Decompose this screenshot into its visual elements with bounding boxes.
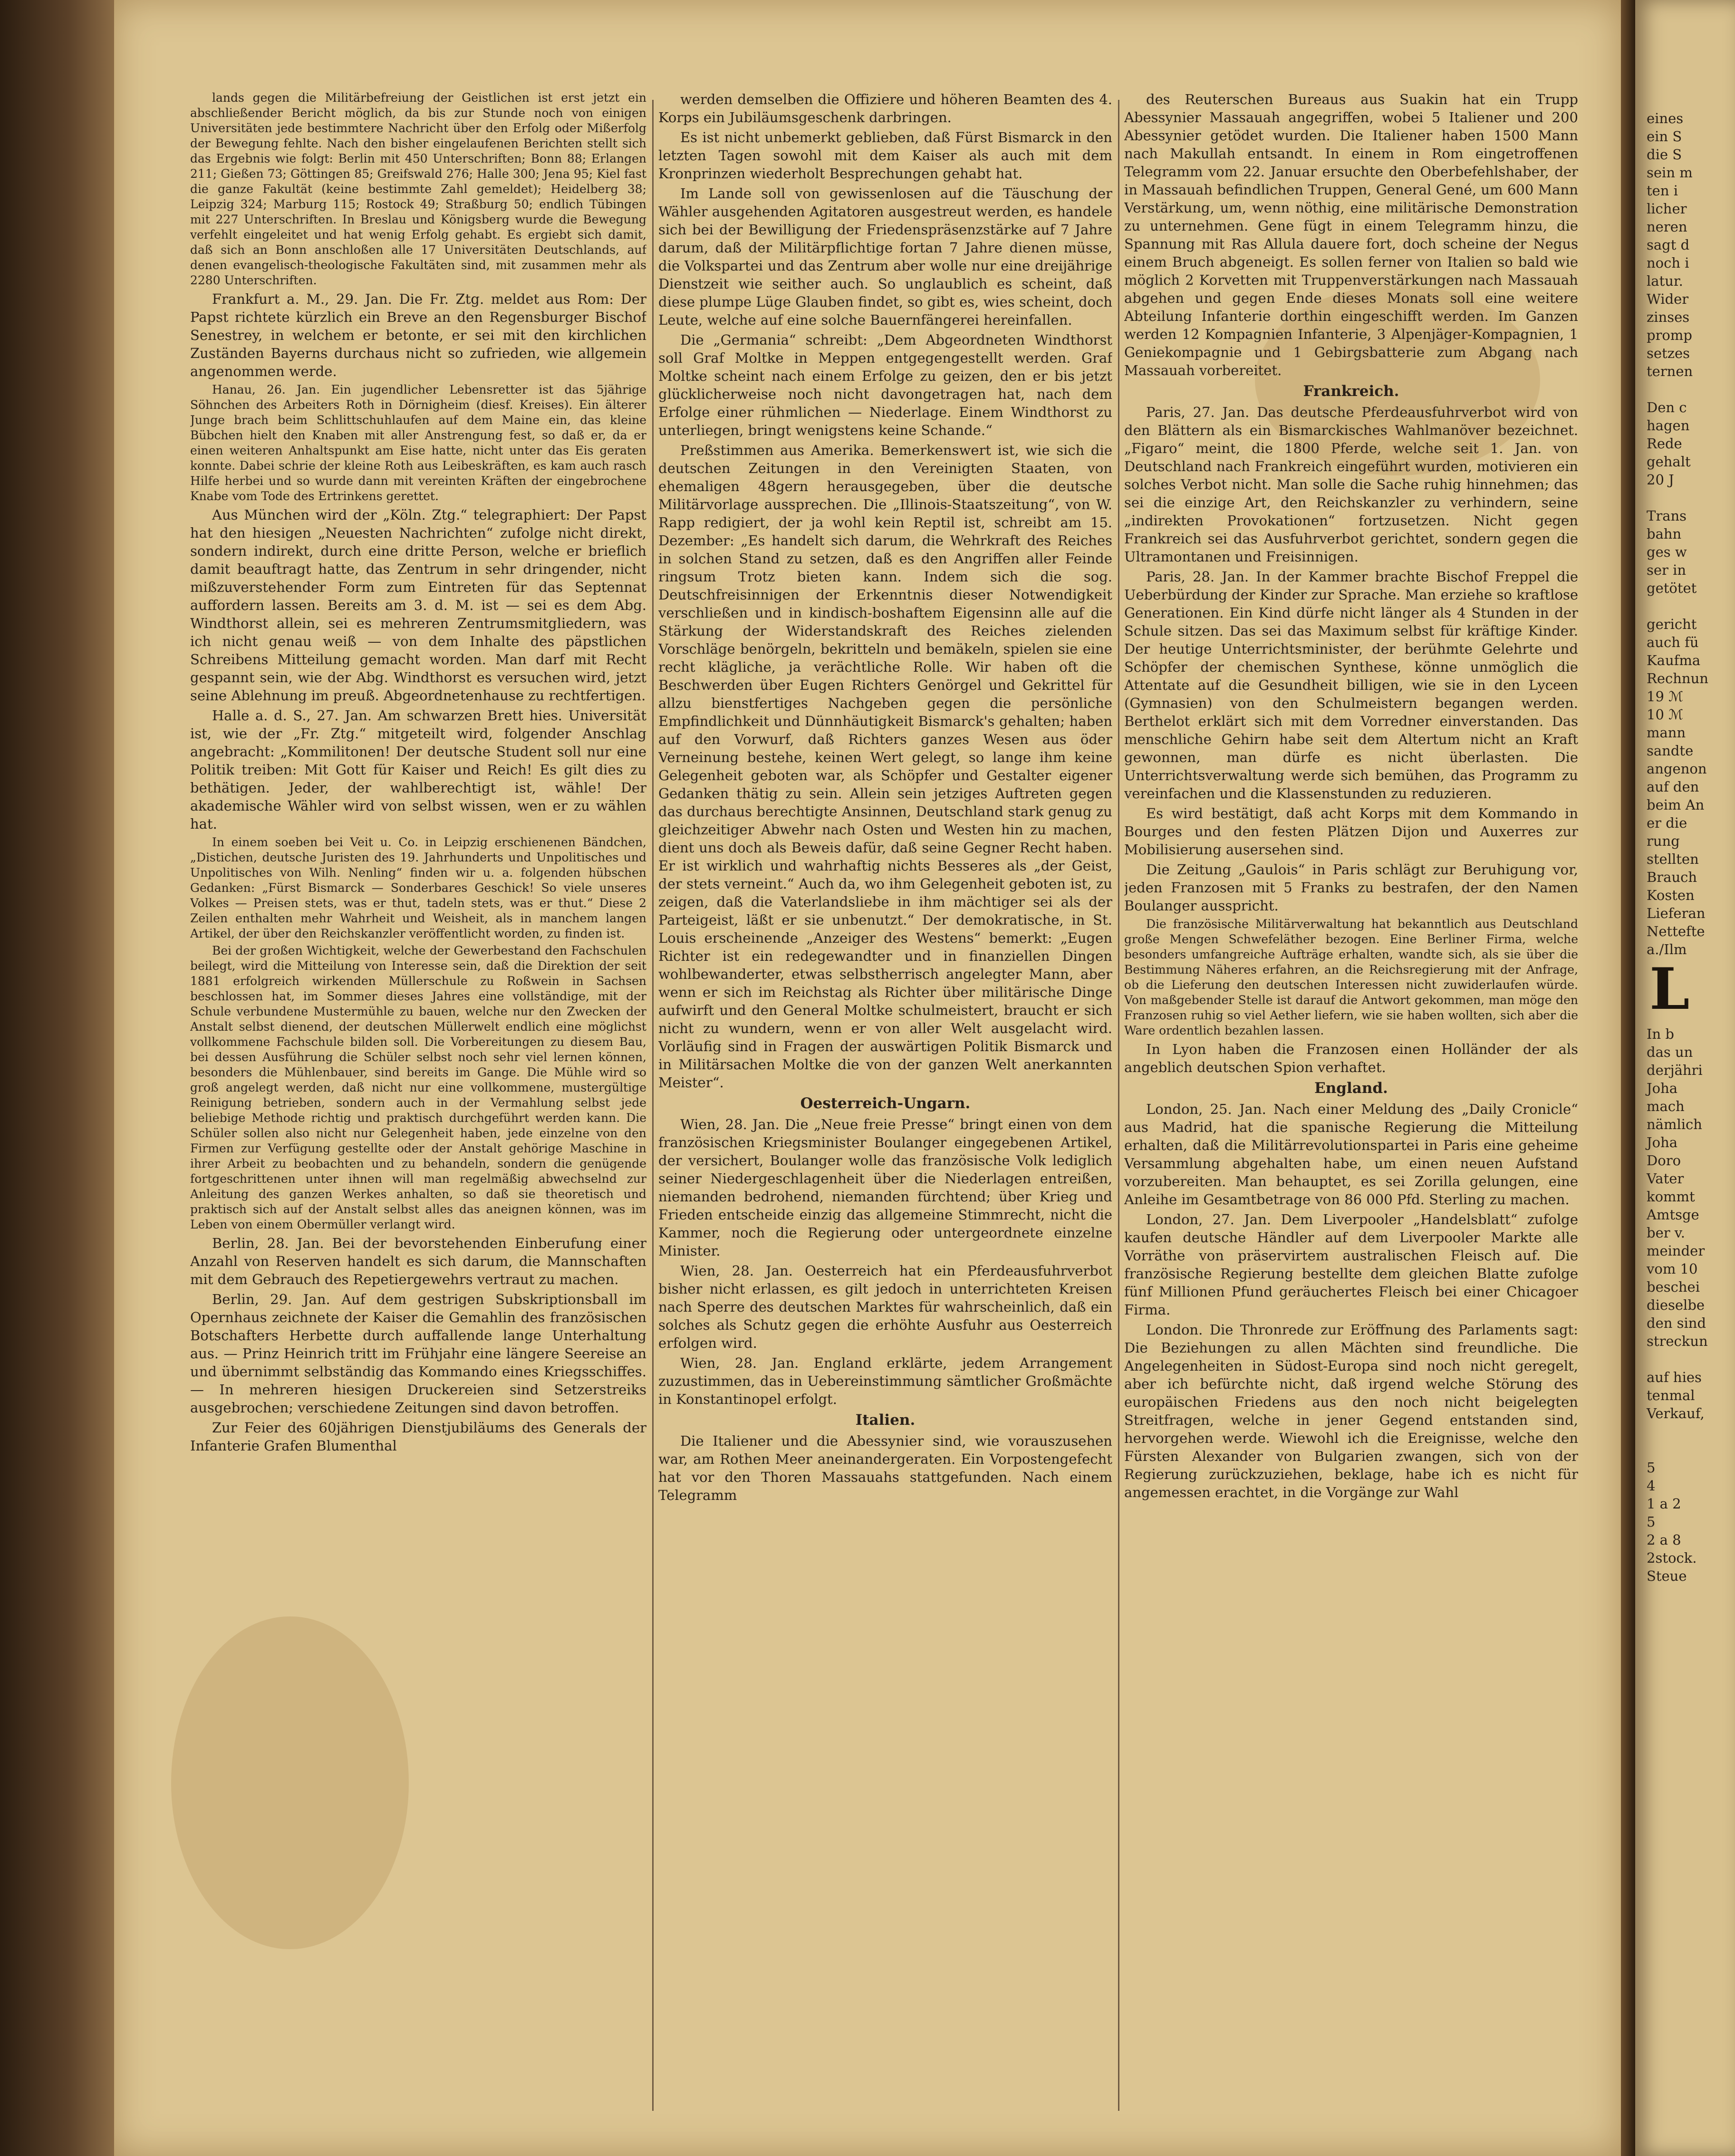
- fragment-line: auf hies: [1647, 1369, 1702, 1385]
- fragment-line: angenon: [1647, 761, 1707, 777]
- article-paragraph: Halle a. d. S., 27. Jan. Am schwarzen Brett hies. Universität ist, wie der „Fr. Ztg.“ mitgeteilt wird, folgender Anschlag angebracht: „Kommilitonen! Der deutsche Student soll nur eine Politik treiben: Mit Gott für Kaiser und Reich! Es gilt dies zu bethätigen. Jeder, der wahlberechtigt ist, wähle! Der akademische Wähler wird von selbst wissen, wen er zu wählen hat.: [190, 707, 646, 832]
- adjacent-page: [1635, 0, 1735, 2156]
- page-gutter: [1621, 0, 1635, 2156]
- fragment-line: streckun: [1647, 1333, 1708, 1349]
- article-paragraph: Zur Feier des 60jährigen Dienstjubiläums des Generals der Infanterie Grafen Blumenthal: [190, 1420, 646, 1454]
- fragment-line: meinder: [1647, 1243, 1705, 1259]
- article-paragraph: Berlin, 28. Jan. Bei der bevorstehenden Einberufung einer Anzahl von Reserven handelt es sich darum, die Mannschaften mit dem Gebrauch des Repetiergewehrs vertraut zu machen.: [190, 1235, 646, 1287]
- section-heading: England.: [1314, 1080, 1388, 1097]
- article-paragraph: Wien, 28. Jan. England erklärte, jedem Arrangement zuzustimmen, das in Uebereinstimmung sämtlicher Großmächte in Konstantinopel erfolgt.: [658, 1355, 1112, 1407]
- fragment-line: a./Ilm: [1647, 941, 1687, 957]
- fragment-line: Rechnun: [1647, 670, 1708, 686]
- section-heading: Italien.: [855, 1412, 916, 1429]
- fragment-line: Nettefte: [1647, 923, 1705, 939]
- fragment-line: 1 a 2: [1647, 1496, 1681, 1512]
- fragment-line: [1647, 489, 1735, 507]
- article-paragraph: London. Die Thronrede zur Eröffnung des Parlaments sagt: Die Beziehungen zu allen Mächten sind freundliche. Die Angelegenheiten in Südost-Europa sind noch nicht geregelt, aber ich befürchte nicht, daß irgend welche Störung des europäischen Friedens aus den noch nicht beigelegten Streitfragen, welche in jener Gegend entstanden sind, hervorgehen werde. Wiewohl ich die Ereignisse, welche den Fürsten Alexander von Bulgarien zwangen, sich von der Regierung zurückzuziehen, beklage, habe ich es nicht für angemessen erachtet, in die Vorgänge zur Wahl: [1124, 1322, 1578, 1500]
- fragment-line: hagen: [1647, 417, 1690, 434]
- fragment-line: bahn: [1647, 526, 1682, 542]
- section-heading: Oesterreich-Ungarn.: [800, 1095, 971, 1112]
- fragment-line: er die: [1647, 815, 1687, 831]
- fragment-line: mach: [1647, 1098, 1685, 1114]
- fragment-line: getötet: [1647, 580, 1697, 596]
- fragment-line: ternen: [1647, 363, 1693, 379]
- fragment-line: Steue: [1647, 1568, 1687, 1584]
- article-paragraph: lands gegen die Militärbefreiung der Geistlichen ist erst jetzt ein abschließender Bericht möglich, da bis zur Stunde noch von einigen Universitäten jede bestimmtere Nachricht über den Erfolg oder Mißerfolg der Bewegung fehlte. Nach den bisher eingelaufenen Berichten stellt sich das Ergebnis wie folgt: Berlin mit 450 Unterschriften; Bonn 88; Erlangen 211; Gießen 73; Göttingen 85; Greifswald 276; Halle 300; Jena 95; Kiel fast die ganze Fakultät (keine bestimmte Zahl gemeldet); Heidelberg 38; Leipzig 324; Marburg 115; Rostock 49; Straßburg 50; endlich Tübingen mit 227 Unterschriften. In Breslau und Königsberg wurde die Bewegung verfehlt eingeleitet und hat wenig Erfolg gehabt. Es ergiebt sich damit, daß sich an Bonn anschloßen alle 17 Universitäten Deutschlands, auf denen evangelisch-theologische Fakultäten sind, mit zusammen mehr als 2280 Unterschriften.: [190, 91, 646, 287]
- fragment-line: [1647, 597, 1735, 615]
- fragment-line: Wider: [1647, 291, 1689, 307]
- fragment-line: ser in: [1647, 562, 1687, 578]
- fragment-line: tenmal: [1647, 1387, 1695, 1403]
- fragment-line: Brauch: [1647, 869, 1697, 885]
- book-binding-left: [0, 0, 114, 2156]
- article-paragraph: Die Italiener und die Abessynier sind, wie vorauszusehen war, am Rothen Meer aneinandergeraten. Ein Vorpostengefecht hat vor den Thoren Massauahs stattgefunden. Nach einem Telegramm: [658, 1433, 1112, 1503]
- article-column-2: [658, 90, 1112, 2120]
- fragment-line: stellten: [1647, 851, 1699, 867]
- fragment-line: Den c: [1647, 399, 1687, 416]
- fragment-line: die S: [1647, 146, 1682, 163]
- fragment-line: den sind: [1647, 1315, 1706, 1331]
- fragment-line: 19 ℳ: [1647, 688, 1684, 705]
- fragment-line: setzes: [1647, 345, 1690, 361]
- article-paragraph: Preßstimmen aus Amerika. Bemerkenswert ist, wie sich die deutschen Zeitungen in den Vereinigten Staaten, von ehemaligen 48gern herausgegeben, über die deutsche Militärvorlage aussprechen. Die „Illinois-Staatszeitung“, von W. Rapp redigiert, der ja wohl kein Reptil ist, schreibt am 15. Dezember: „Es handelt sich darum, die Wehrkraft des Reiches in solchen Stand zu setzen, daß es den Angriffen aller Feinde ringsum Trotz bieten kann. Indem sich die sog. Deutschfreisinnigen der Erkenntnis dieser Notwendigkeit verschließen und in kindisch-boshaftem Eigensinn alle auf die Stärkung der Widerstandskraft des Reiches zielenden Vorschläge benörgeln, bekritteln und bemäkeln, spielen sie eine recht klägliche, ja verächtliche Rolle. Wir haben oft die Beschwerden über Eugen Richters Genörgel und Gekrittel für allzu bienstfertiges Nachgeben gegen die persönliche Empfindlichkeit und Dünnhäutigkeit Bismarck's gehalten; haben auf den Vorwurf, daß Richters ganzes Wesen aus öder Verneinung bestehe, keinen Wert gelegt, so lange ihm keine Gelegenheit geboten war, als Schöpfer und Gestalter eigener Gedanken thätig zu sein. Allein sein jetziges Auftreten gegen das durchaus berechtigte Ansinnen, Deutschland stark genug zu gleichzeitiger Abwehr nach Osten und Westen hin zu machen, dient uns doch als Beweis dafür, daß seine Gegner Recht haben. Er ist wirklich und wahrhaftig nichts Besseres als „der Geist, der stets verneint.“ Auch da, wo ihm Gelegenheit geboten ist, zu zeigen, daß die Vaterlandsliebe in ihm mächtiger sei als der Parteigeist, läßt er sie unbenutzt.“ Der demokratische, in St. Louis erscheinende „Anzeiger des Westens“ bemerkt: „Eugen Richter ist ein redegewandter und in finanziellen Dingen wohlbewanderter, etwas selbstherrisch angelegter Mann, aber wenn er sich im Reichstag als Richter über militärische Dinge aufwirft und den General Moltke schulmeistert, braucht er sich nicht zu wundern, wenn er von aller Welt ausgelacht wird. Vorläufig sind in Fragen der auswärtigen Politik Bismarck und in Militärsachen Moltke die von der ganzen Welt anerkannten Meister“.: [658, 442, 1112, 1091]
- fragment-line: 20 J: [1647, 472, 1674, 488]
- fragment-line: promp: [1647, 327, 1692, 343]
- fragment-line: Kaufma: [1647, 652, 1701, 668]
- article-paragraph: Die Zeitung „Gaulois“ in Paris schlägt zur Beruhigung vor, jeden Franzosen mit 5 Franks zu bestrafen, der den Namen Boulanger ausspricht.: [1124, 861, 1578, 914]
- article-paragraph: Die „Germania“ schreibt: „Dem Abgeordneten Windthorst soll Graf Moltke in Meppen entgegengestellt werden. Graf Moltke scheint nach einem Erfolge zu geizen, den er bis jetzt glücklicherweise noch nicht davongetragen hat, nach dem Erfolge einer rühmlichen — Niederlage. Einem Windthorst zu unterliegen, bringt wenigstens keine Schande.“: [658, 332, 1112, 438]
- fragment-line: auf den: [1647, 779, 1699, 795]
- fragment-line: latur.: [1647, 273, 1683, 289]
- fragment-line: zinses: [1647, 309, 1690, 325]
- article-column-3: [1124, 90, 1578, 2120]
- article-paragraph: Paris, 28. Jan. In der Kammer brachte Bischof Freppel die Ueberbürdung der Kinder zur Sprache. Man erziehe so kraftlose Generationen. Ein Kind dürfe nicht länger als 4 Stunden in der Schule sitzen. Das sei das Maximum selbst für kräftige Kinder. Der heutige Unterrichtsminister, der berühmte Gelehrte und Schöpfer der chemischen Synthese, könne unmöglich die Attentate auf die Gesundheit billigen, wie sie in den Lyceen (Gymnasien) von den Schulmeistern begangen werden. Berthelot erklärt sich mit dem Vorredner einverstanden. Das menschliche Gehirn habe seit dem Altertum nicht an Kraft gewonnen, man dürfe es nicht überlasten. Die Unterrichtsverwaltung werde sich bemühen, das Programm zu vereinfachen und die Klassenstunden zu reduzieren.: [1124, 569, 1578, 802]
- article-column-1: [190, 90, 646, 2120]
- article-paragraph: Es wird bestätigt, daß acht Korps mit dem Kommando in Bourges und den festen Plätzen Dijon und Auxerres zur Mobilisierung ausersehen sind.: [1124, 805, 1578, 858]
- fragment-line: 5: [1647, 1514, 1656, 1530]
- column-rule: [1118, 100, 1119, 2111]
- fragment-line: dieselbe: [1647, 1297, 1705, 1313]
- fragment-line: rung: [1647, 833, 1680, 849]
- fragment-line: nämlich: [1647, 1116, 1702, 1132]
- article-paragraph: Im Lande soll von gewissenlosen auf die Täuschung der Wähler ausgehenden Agitatoren ausgestreut werden, es handele sich bei der Bewilligung der Friedenspräsenzstärke auf 7 Jahre darum, daß der Militärpflichtige fortan 7 Jahre dienen müsse, die Volkspartei und das Zentrum aber wolle nur eine dreijährige Dienstzeit wie seither auch. So unglaublich es scheint, daß diese plumpe Lüge Glauben findet, so gibt es, wies scheint, doch Leute, welche auf eine solche Bauernfängerei hereinfallen.: [658, 185, 1112, 328]
- fragment-line: sandte: [1647, 743, 1694, 759]
- fragment-line: Vater: [1647, 1170, 1684, 1187]
- fragment-line: Amtsge: [1647, 1207, 1699, 1223]
- article-paragraph: Paris, 27. Jan. Das deutsche Pferdeausfuhrverbot wird von den Blättern als ein Bismarckisches Wahlmanöver bezeichnet. „Figaro“ meint, die 1800 Pferde, welche seit 1. Jan. von Deutschland nach Frankreich eingeführt wurden, motivieren ein solches Verbot nicht. Man solle die Sache ruhig hinnehmen; das sei die einzige Art, den Reichskanzler zu verhindern, seine „indirekten Provokationen“ fortzusetzen. Nicht gegen Frankreich sei das Ausfuhrverbot gerichtet, sondern gegen die Ultramontanen und Freisinnigen.: [1124, 404, 1578, 565]
- article-paragraph: werden demselben die Offiziere und höheren Beamten des 4. Korps ein Jubiläumsgeschenk darbringen.: [658, 91, 1112, 126]
- article-paragraph: Frankfurt a. M., 29. Jan. Die Fr. Ztg. meldet aus Rom: Der Papst richtete kürzlich ein Breve an den Regensburger Bischof Senestrey, in welchem er betonte, er sei mit den kirchlichen Zuständen Bayerns durchaus nicht so zufrieden, wie allgemein angenommen werde.: [190, 291, 646, 379]
- column-rule: [652, 100, 654, 2111]
- fragment-line: [1647, 1441, 1735, 1459]
- article-paragraph: Hanau, 26. Jan. Ein jugendlicher Lebensretter ist das 5jährige Söhnchen des Arbeiters Roth in Dörnigheim (diesf. Kreises). Ein älterer Junge brach beim Schlittschuhlaufen auf dem Maine ein, das kleine Bübchen hielt den Knaben mit aller Anstrengung fest, so daß er, da er einen weiteren Anhaltspunkt am Eise hatte, nicht unter das Eis geraten konnte. Dabei schrie der kleine Roth aus Leibeskräften, es kam auch rasch Hilfe herbei und so wurde dann mit vereinten Kräften der eingebrochene Knabe vom Tode des Ertrinkens gerettet.: [190, 383, 646, 503]
- fragment-line: Trans: [1647, 508, 1687, 524]
- fragment-line: 2 a 8: [1647, 1532, 1681, 1548]
- fragment-line: ein S: [1647, 128, 1682, 145]
- fragment-line: das un: [1647, 1044, 1693, 1060]
- fragment-line: 5: [1647, 1460, 1656, 1476]
- article-paragraph: des Reuterschen Bureaus aus Suakin hat ein Trupp Abessynier Massauah angegriffen, wobei 5 Italiener und 200 Abessynier getödet wurden. Die Italiener haben 1500 Mann nach Makullah entsandt. In einem in Rom eingetroffenen Telegramm vom 22. Januar ersuchte den Oberbefehlshaber, der in Massauah befindlichen Truppen, General Gené, um 600 Mann Verstärkung, um, wenn nöthig, eine militärische Demonstration zu unternehmen. Gene fügt in einem Telegramm hinzu, die Spannung mit Ras Allula dauere fort, doch scheine der Negus einem Bruch abgeneigt. Es sollen ferner von Italien so bald wie möglich 2 Korvetten mit Truppenverstärkungen nach Massauah abgehen und gegen Ende dieses Monats soll eine weitere Abteilung Infanterie dorthin eingeschifft werden. Im Ganzen werden 12 Kompagnien Infanterie, 3 Alpenjäger-Kompagnien, 1 Geniekompagnie und 1 Gebirgsbatterie zum Abgang nach Massauah vorbereitet.: [1124, 91, 1578, 378]
- fragment-line: Joha: [1647, 1134, 1678, 1151]
- article-paragraph: Aus München wird der „Köln. Ztg.“ telegraphiert: Der Papst hat den hiesigen „Neuesten Nachrichten“ zufolge nicht direkt, sondern indirekt, durch eine dritte Person, welche er brieflich damit beauftragt hatte, das Zentrum in sehr dringender, nicht mißzuverstehender Form zum Eintreten für das Septennat auffordern lassen. Bereits am 3. d. M. ist — sei es dem Abg. Windthorst allein, sei es mehreren Zentrumsmitgliedern, was ich nicht genau weiß — von dem Inhalte des päpstlichen Schreibens Mitteilung gemacht worden. Man darf mit Recht gespannt sein, wie der Abg. Windthorst es versuchen wird, jetzt seine Ablehnung im preuß. Abgeordnetenhause zu rechtfertigen.: [190, 507, 646, 704]
- fragment-line: [1647, 1350, 1735, 1368]
- fragment-line: Doro: [1647, 1152, 1681, 1169]
- fragment-line: beim An: [1647, 797, 1705, 813]
- fragment-line: 4: [1647, 1478, 1656, 1494]
- fragment-line: [1647, 380, 1735, 398]
- fragment-line: 2stock.: [1647, 1550, 1697, 1566]
- fragment-line: ber v.: [1647, 1225, 1685, 1241]
- fragment-line: kommt: [1647, 1189, 1695, 1205]
- fragment-line: beschei: [1647, 1279, 1700, 1295]
- article-paragraph: Wien, 28. Jan. Oesterreich hat ein Pferdeausfuhrverbot bisher nicht erlassen, es gilt jedoch in unterrichteten Kreisen nach Sperre des deutschen Marktes für wahrscheinlich, daß ein solches als Schutz gegen die erhöhte Ausfuhr aus Oesterreich erfolgen wird.: [658, 1263, 1112, 1351]
- fragment-line: vom 10: [1647, 1261, 1698, 1277]
- fragment-line: mann: [1647, 725, 1686, 741]
- adjacent-page-headline-letter: L: [1649, 956, 1690, 1023]
- fragment-line: derjähri: [1647, 1062, 1703, 1078]
- article-paragraph: Berlin, 29. Jan. Auf dem gestrigen Subskriptionsball im Opernhaus zeichnete der Kaiser die Gemahlin des französischen Botschafters Herbette durch auffallende lange Unterhaltung aus. — Prinz Heinrich tritt im Frühjahr eine längere Seereise an und übernimmt selbständig das Kommando eines Kriegsschiffes. — In mehreren hiesigen Druckereien sind Setzerstreiks ausgebrochen; verschiedene Zeitungen sind davon betroffen.: [190, 1291, 646, 1416]
- article-paragraph: London, 25. Jan. Nach einer Meldung des „Daily Cronicle“ aus Madrid, hat die spanische Regierung die Mitteilung erhalten, daß die Militärrevolutionspartei in Paris eine geheime Versammlung abgehalten habe, um einen neuen Aufstand vorzubereiten. Man behauptet, es sei Zorilla gelungen, eine Anleihe im Gesamtbetrage von 86 000 Pfd. Sterling zu machen.: [1124, 1101, 1578, 1208]
- adjacent-page-text-fragments-lower: [1635, 1025, 1735, 1585]
- fragment-line: Kosten: [1647, 887, 1695, 903]
- article-paragraph: London, 27. Jan. Dem Liverpooler „Handelsblatt“ zufolge kaufen deutsche Händler auf dem Liverpooler Markte alle Vorräthe von präservirtem australischen Fleisch auf. Die französische Regierung bestellte dem gleichen Blatte zufolge fünf Millionen Pfund geräuchertes Fleisch bei einer Chicagoer Firma.: [1124, 1211, 1578, 1318]
- fragment-line: sagt d: [1647, 237, 1690, 253]
- fragment-line: sein m: [1647, 164, 1693, 181]
- fragment-line: neren: [1647, 219, 1687, 235]
- fragment-line: noch i: [1647, 255, 1689, 271]
- fragment-line: Lieferan: [1647, 905, 1706, 921]
- fragment-line: ges w: [1647, 544, 1687, 560]
- article-paragraph: Bei der großen Wichtigkeit, welche der Gewerbestand den Fachschulen beilegt, wird die Mitteilung von Interesse sein, daß die Direktion der seit 1881 erfolgreich wirkenden Müllerschule zu Roßwein in Sachsen beschlossen hat, im Sommer dieses Jahres eine vollständige, mit der Schule verbundene Mustermühle zu bauen, welche nur den Zwecken der Anstalt selbst dienend, der deutschen Müllerwelt endlich eine möglichst vollkommene Fachschule bilden soll. Die Vorbereitungen zu diesem Bau, bei dessen Ausführung die Schüler selbst noch sehr viel lernen können, besonders die Mühlenbauer, sind bereits im Gange. Die Mühle wird so groß angelegt werden, daß nicht nur eine vollkommene, mustergültige Reinigung betrieben, sondern auch in der Vermahlung selbst jede beliebige Methode richtig und praktisch durchgeführt werden kann. Die Schüler sollen also nicht nur Gelegenheit haben, jede einzelne von den Firmen zur Verfügung gestellte oder der Anstalt gehörige Maschine in ihrer Arbeit zu beobachten und zu behandeln, sondern die genügende fortgeschrittenen unter ihnen will man regelmäßig abwechselnd zur Anleitung des ganzen Werkes anhalten, so daß sie theoretisch und praktisch sich auf der Anstalt selbst alles das aneignen können, was im Leben von einem Obermüller verlangt wird.: [190, 944, 646, 1231]
- fragment-line: 10 ℳ: [1647, 706, 1684, 723]
- section-heading: Frankreich.: [1303, 383, 1399, 400]
- article-paragraph: Wien, 28. Jan. Die „Neue freie Presse“ bringt einen von dem französischen Kriegsminister Boulanger eingegebenen Artikel, der versichert, Boulanger wolle das französische Volk lediglich seiner Niedergeschlagenheit über die Niederlagen entreißen, niemanden bedrohend, niemanden fürchtend; über Krieg und Frieden entscheide einzig das allgemeine Stimmrecht, nicht die Kammer, noch die Regierung oder untergeordnete einzelne Minister.: [658, 1116, 1112, 1259]
- fragment-line: Rede: [1647, 435, 1682, 452]
- article-paragraph: Es ist nicht unbemerkt geblieben, daß Fürst Bismarck in den letzten Tagen sowohl mit dem Kaiser als auch mit dem Kronprinzen wiederholt Besprechungen gehabt hat.: [658, 129, 1112, 182]
- article-paragraph: In einem soeben bei Veit u. Co. in Leipzig erschienenen Bändchen, „Distichen, deutsche Juristen des 19. Jahrhunderts und Unpolitisches und Unpolitisches von Wilh. Nenling“ finden wir u. a. folgenden hübschen Gedanken: „Fürst Bismarck — Sonderbares Geschick! So viele unseres Volkes — Preisen stets, was er thut, tadeln stets, was er thut.“ Diese 2 Zeilen enthalten mehr Wahrheit und Weisheit, als in manchem langen Artikel, der über den Reichskanzler veröffentlicht worden, zu finden ist.: [190, 835, 646, 940]
- fragment-line: auch fü: [1647, 634, 1699, 650]
- fragment-line: [1647, 1422, 1735, 1441]
- fragment-line: ten i: [1647, 183, 1678, 199]
- fragment-line: eines: [1647, 110, 1684, 126]
- article-paragraph: In Lyon haben die Franzosen einen Holländer der als angeblich deutschen Spion verhaftet.: [1124, 1041, 1578, 1075]
- fragment-line: Joha: [1647, 1080, 1678, 1096]
- fragment-line: Verkauf,: [1647, 1405, 1705, 1421]
- fragment-line: gehalt: [1647, 454, 1691, 470]
- article-paragraph: Die französische Militärverwaltung hat bekanntlich aus Deutschland große Mengen Schwefeläther bezogen. Eine Berliner Firma, welche besonders umfangreiche Aufträge erhalten, wandte sich, als sie über die Bestimmung Näheres erfahren, an die Reichsregierung mit der Anfrage, ob die Lieferung den deutschen Interessen nicht zuwiderlaufen würde. Von maßgebender Stelle ist darauf die Antwort gekommen, man möge den Franzosen ruhig so viel Aether liefern, wie sie haben wollten, sich aber die Ware ordentlich bezahlen lassen.: [1124, 917, 1578, 1037]
- adjacent-page-text-fragments: [1635, 109, 1735, 958]
- fragment-line: licher: [1647, 201, 1687, 217]
- fragment-line: gericht: [1647, 616, 1697, 632]
- fragment-line: In b: [1647, 1026, 1674, 1042]
